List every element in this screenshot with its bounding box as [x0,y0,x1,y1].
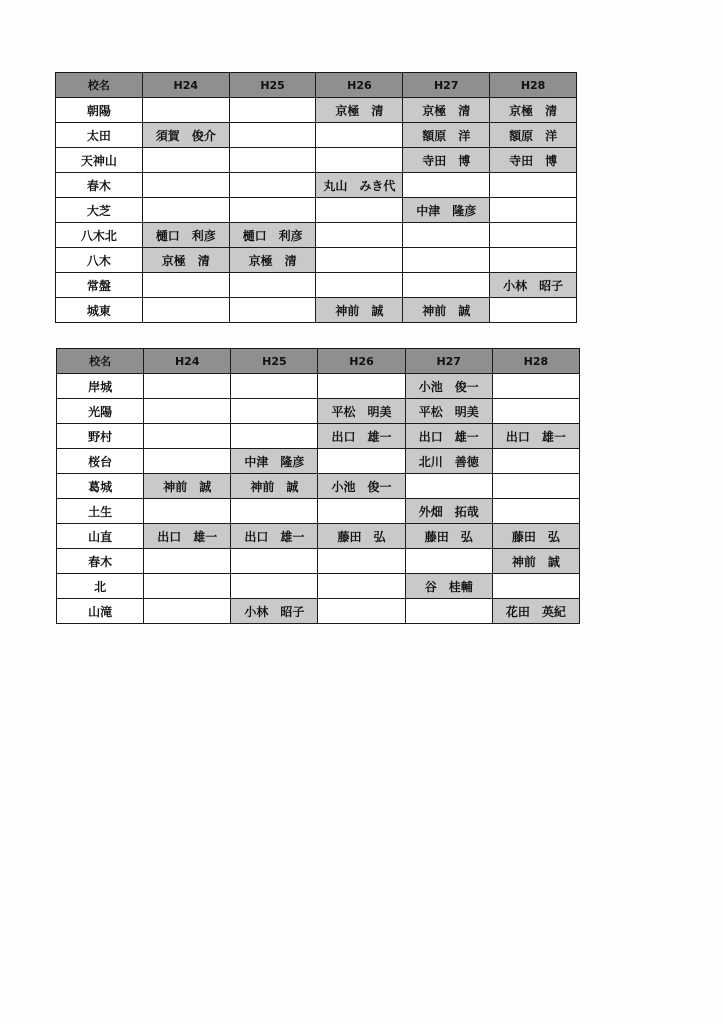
empty-cell [142,98,229,123]
header-year: H26 [318,349,405,374]
table-row [56,173,577,198]
assigned-name-cell: 中津 隆彦 [403,198,490,223]
table-row [57,449,580,474]
assigned-name-cell: 須賀 俊介 [142,123,229,148]
assigned-name-cell: 藤田 弘 [405,524,492,549]
empty-cell [318,574,405,599]
empty-cell [144,599,231,624]
table-row [56,123,577,148]
school-name-cell: 山滝 [57,599,144,624]
table-row [57,474,580,499]
empty-cell [229,123,316,148]
empty-cell [144,549,231,574]
school-name-cell: 桜台 [57,449,144,474]
assigned-name-cell: 出口 雄一 [405,424,492,449]
empty-cell [403,248,490,273]
empty-cell [144,499,231,524]
empty-cell [492,399,579,424]
header-school-name: 校名 [57,349,144,374]
empty-cell [492,374,579,399]
assigned-name-cell: 神前 誠 [403,298,490,323]
empty-cell [403,223,490,248]
empty-cell [229,148,316,173]
assigned-name-cell: 京極 清 [403,98,490,123]
assigned-name-cell: 京極 清 [490,98,577,123]
empty-cell [492,574,579,599]
header-year: H28 [492,349,579,374]
empty-cell [318,499,405,524]
empty-cell [490,173,577,198]
assigned-name-cell: 中津 隆彦 [231,449,318,474]
school-name-cell: 八木北 [56,223,143,248]
empty-cell [490,248,577,273]
empty-cell [403,273,490,298]
empty-cell [144,399,231,424]
table-row [57,399,580,424]
header-year: H25 [229,73,316,98]
assigned-name-cell: 丸山 みき代 [316,173,403,198]
assigned-name-cell: 北川 善徳 [405,449,492,474]
header-year: H24 [144,349,231,374]
empty-cell [229,298,316,323]
table-row [57,574,580,599]
school-name-cell: 山直 [57,524,144,549]
school-name-cell: 大芝 [56,198,143,223]
empty-cell [229,98,316,123]
school-name-cell: 常盤 [56,273,143,298]
table-row [57,599,580,624]
empty-cell [142,173,229,198]
table-row [57,549,580,574]
header-year: H27 [403,73,490,98]
school-name-cell: 光陽 [57,399,144,424]
empty-cell [316,223,403,248]
empty-cell [231,574,318,599]
empty-cell [316,123,403,148]
header-year: H28 [490,73,577,98]
empty-cell [492,449,579,474]
empty-cell [231,549,318,574]
assigned-name-cell: 神前 誠 [492,549,579,574]
header-year: H24 [142,73,229,98]
assigned-name-cell: 小池 俊一 [405,374,492,399]
assigned-name-cell: 出口 雄一 [231,524,318,549]
table-row [56,223,577,248]
empty-cell [144,449,231,474]
table-row [56,148,577,173]
empty-cell [144,374,231,399]
empty-cell [142,198,229,223]
table-row [57,374,580,399]
empty-cell [229,173,316,198]
empty-cell [318,549,405,574]
header-row [57,349,580,374]
assigned-name-cell: 小林 昭子 [231,599,318,624]
empty-cell [492,499,579,524]
empty-cell [231,399,318,424]
assigned-name-cell: 平松 明美 [405,399,492,424]
school-name-cell: 春木 [56,173,143,198]
school-name-cell: 八木 [56,248,143,273]
header-year: H27 [405,349,492,374]
assigned-name-cell: 京極 清 [316,98,403,123]
table-row [56,273,577,298]
empty-cell [318,599,405,624]
empty-cell [490,223,577,248]
school-name-cell: 朝陽 [56,98,143,123]
table-row [56,198,577,223]
empty-cell [144,424,231,449]
empty-cell [316,273,403,298]
empty-cell [490,298,577,323]
header-school-name: 校名 [56,73,143,98]
assigned-name-cell: 出口 雄一 [492,424,579,449]
table-row [57,424,580,449]
table-row [56,98,577,123]
assigned-name-cell: 京極 清 [229,248,316,273]
empty-cell [405,549,492,574]
assigned-name-cell: 神前 誠 [316,298,403,323]
assigned-name-cell: 小池 俊一 [318,474,405,499]
empty-cell [318,449,405,474]
table-row [57,524,580,549]
assigned-name-cell: 寺田 博 [403,148,490,173]
assigned-name-cell: 寺田 博 [490,148,577,173]
assigned-name-cell: 額原 洋 [403,123,490,148]
header-year: H25 [231,349,318,374]
assigned-name-cell: 神前 誠 [231,474,318,499]
empty-cell [231,374,318,399]
empty-cell [142,148,229,173]
table-row [57,499,580,524]
assigned-name-cell: 樋口 利彦 [229,223,316,248]
empty-cell [492,474,579,499]
school-name-cell: 天神山 [56,148,143,173]
assigned-name-cell: 小林 昭子 [490,273,577,298]
empty-cell [142,273,229,298]
assigned-name-cell: 樋口 利彦 [142,223,229,248]
empty-cell [316,248,403,273]
header-row [56,73,577,98]
school-name-cell: 北 [57,574,144,599]
assigned-name-cell: 谷 桂輔 [405,574,492,599]
school-name-cell: 野村 [57,424,144,449]
empty-cell [316,148,403,173]
school-name-cell: 葛城 [57,474,144,499]
table-row [56,298,577,323]
assigned-name-cell: 平松 明美 [318,399,405,424]
empty-cell [316,198,403,223]
empty-cell [405,474,492,499]
empty-cell [231,499,318,524]
assigned-name-cell: 出口 雄一 [318,424,405,449]
empty-cell [229,273,316,298]
school-name-cell: 岸城 [57,374,144,399]
empty-cell [229,198,316,223]
header-year: H26 [316,73,403,98]
assigned-name-cell: 出口 雄一 [144,524,231,549]
empty-cell [144,574,231,599]
assigned-name-cell: 京極 清 [142,248,229,273]
assigned-name-cell: 神前 誠 [144,474,231,499]
empty-cell [405,599,492,624]
assigned-name-cell: 藤田 弘 [492,524,579,549]
school-name-cell: 太田 [56,123,143,148]
roster-table-1 [55,72,577,323]
school-name-cell: 土生 [57,499,144,524]
school-name-cell: 城東 [56,298,143,323]
school-name-cell: 春木 [57,549,144,574]
table-row [56,248,577,273]
empty-cell [403,173,490,198]
roster-table-2 [56,348,580,624]
empty-cell [231,424,318,449]
assigned-name-cell: 藤田 弘 [318,524,405,549]
empty-cell [318,374,405,399]
assigned-name-cell: 額原 洋 [490,123,577,148]
empty-cell [490,198,577,223]
empty-cell [142,298,229,323]
assigned-name-cell: 花田 英紀 [492,599,579,624]
assigned-name-cell: 外畑 拓哉 [405,499,492,524]
